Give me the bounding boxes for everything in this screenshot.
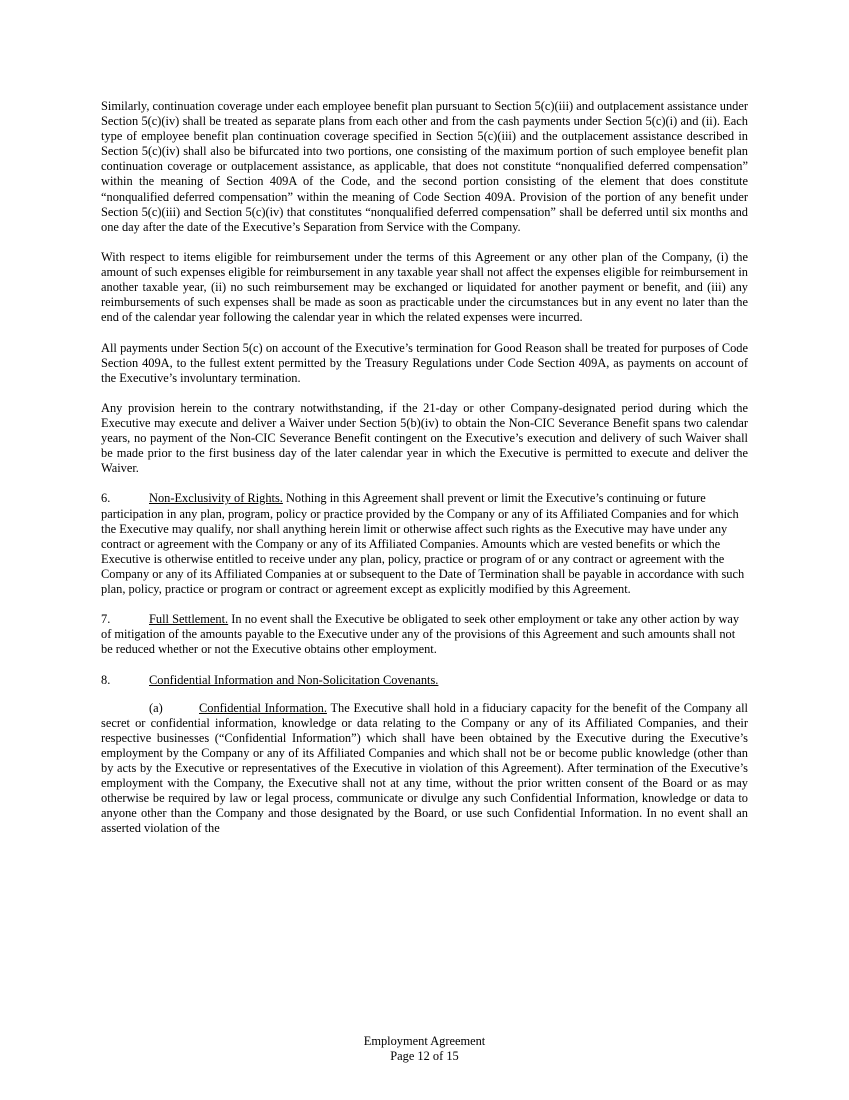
section-8-number: 8. xyxy=(101,672,111,687)
section-6-number: 6. xyxy=(101,491,111,506)
page-number: Page 12 of 15 xyxy=(390,1049,459,1063)
document-body xyxy=(101,99,748,852)
section-6 xyxy=(101,491,748,597)
page-footer xyxy=(0,1034,849,1064)
section-8 xyxy=(101,673,748,688)
paragraph-waiver-timing: Any provision herein to the contrary notwithstanding, if the 21-day or other Company-designated period during which the Executive may execute and deliver a Waiver under Section 5(b)(iv) to obtain the Non-CIC Severance Benefit spans two calendar years, no payment of the Non-CIC Severance Benefit contingent on the Executive’s execution and delivery of such Waiver shall be made prior to the first business day of the later calendar year in which the Executive is permitted to execute and deliver the Waiver. xyxy=(101,400,748,476)
section-7-number: 7. xyxy=(101,612,111,627)
paragraph-reimbursement: With respect to items eligible for reimbursement under the terms of this Agreement or any other plan of the Company, (i) the amount of such expenses eligible for reimbursement in any taxable year shall not affect the expenses eligible for reimbursement in another taxable year, (ii) no such reimbursement may be exchanged or liquidated for another payment or benefit, and (iii) any reimbursements of such expenses shall be made as soon as practicable under the circumstances but in any event no later than the end of the calendar year following the calendar year in which the related expenses were incurred. xyxy=(101,249,748,325)
section-8a-heading: Confidential Information. xyxy=(199,700,327,715)
section-8a-text: The Executive shall hold in a fiduciary capacity for the benefit of the Company all secret or confidential information, knowledge or data relating to the Company or any of its Affiliated Companies, and their respective businesses (“Confidential Information”) which shall have been obtained by the Executive during the Executive’s employment by the Company or any of its Affiliated Companies and which shall not be or become public knowledge (other than by acts by the Executive or representatives of the Executive in violation of this Agreement). After termination of the Executive’s employment with the Company, the Executive shall not at any time, without the prior written consent of the Board or as may otherwise be required by law or legal process, communicate or divulge any such Confidential Information, knowledge or data to anyone other than the Company and those designated by the Board, or use such Confidential Information. In no event shall an asserted violation of the xyxy=(101,700,748,836)
section-8a-number: (a) xyxy=(149,700,163,715)
section-8-heading: Confidential Information and Non-Solicitation Covenants. xyxy=(149,672,439,687)
section-7-heading: Full Settlement. xyxy=(149,612,229,627)
paragraph-separate-plans: Similarly, continuation coverage under each employee benefit plan pursuant to Section 5(c)(iii) and outplacement assistance under Section 5(c)(iv) shall be treated as separate plans from each other and from the cash payments under Section 5(c)(i) and (ii). Each type of employee benefit plan continuation coverage specified in Section 5(c)(iii) and the outplacement assistance described in Section 5(c)(iv) shall also be bifurcated into two portions, one consisting of the maximum portion of such employee benefit plan continuation coverage or outplacement assistance, as applicable, that does not constitute “nonqualified deferred compensation” within the meaning of Section 409A of the Code, and the second portion consisting of the element that does constitute “nonqualified deferred compensation” within the meaning of Code Section 409A. Provision of the portion of any benefit under Section 5(c)(iii) and Section 5(c)(iv) that constitutes “nonqualified deferred compensation” shall be deferred until six months and one day after the date of the Executive’s Separation from Service with the Company. xyxy=(101,99,748,234)
paragraph-good-reason: All payments under Section 5(c) on account of the Executive’s termination for Good Reason shall be treated for purposes of Code Section 409A, to the fullest extent permitted by the Treasury Regulations under Code Section 409A, as payments on account of the Executive’s involuntary termination. xyxy=(101,340,748,385)
footer-title: Employment Agreement xyxy=(363,1034,486,1048)
section-7-text: In no event shall the Executive be obligated to seek other employment or take any other action by way of mitigation of the amounts payable to the Executive under any of the provisions of this Agreement and such amounts shall not be reduced whether or not the Executive obtains other employment. xyxy=(101,612,740,657)
section-8a xyxy=(101,701,748,837)
section-6-text: Nothing in this Agreement shall prevent or limit the Executive’s continuing or future participation in any plan, program, policy or practice provided by the Company or any of its Affiliated Companies and for which the Executive may qualify, nor shall anything herein limit or otherwise affect such rights as the Executive may have under any contract or agreement with the Company or any of its Affiliated Companies. Amounts which are vested benefits or which the Executive is otherwise entitled to receive under any plan, policy, practice or program of or any contract or agreement with the Company or any of its Affiliated Companies at or subsequent to the Date of Termination shall be payable in accordance with such plan, policy, practice or program or contract or agreement except as explicitly modified by this Agreement. xyxy=(101,491,745,596)
section-6-heading: Non-Exclusivity of Rights. xyxy=(149,491,283,506)
section-7 xyxy=(101,612,748,657)
